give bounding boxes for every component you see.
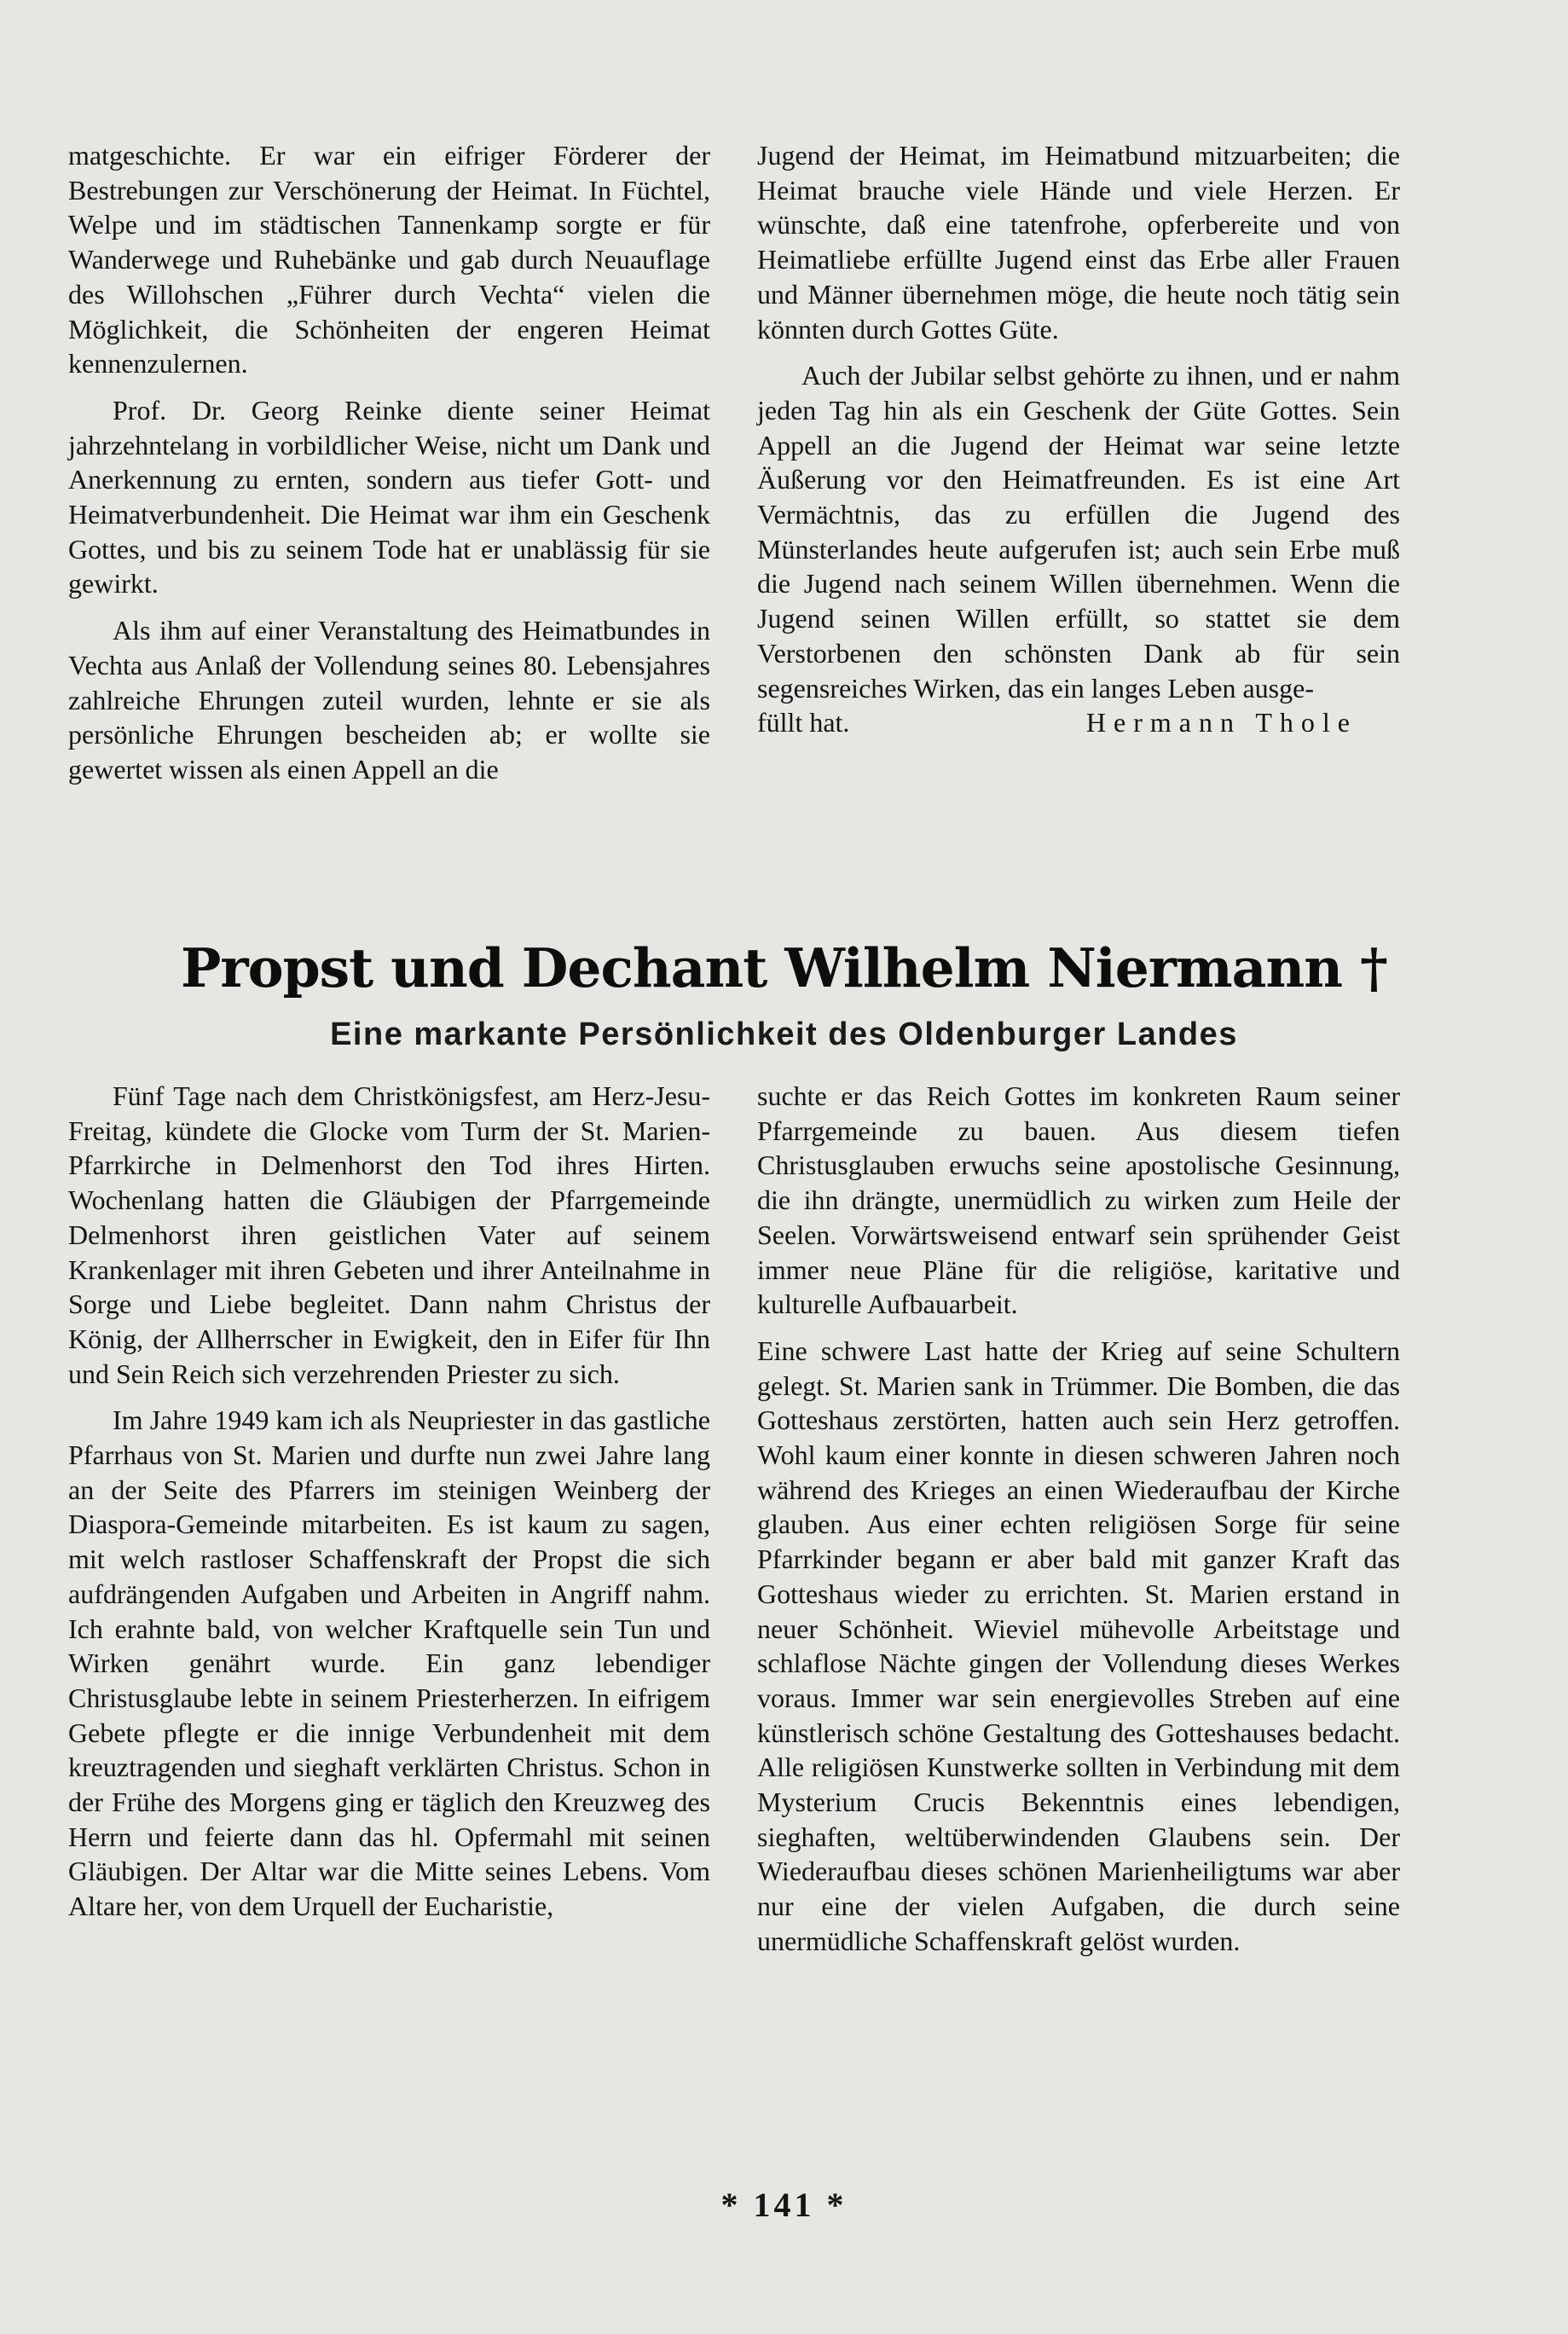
paragraph: Eine schwere Last hatte der Krieg auf seine Schultern gelegt. St. Marien sank in Trümmer. Die Bomben, die das Gotteshaus zerstörten, hatten auch sein Herz getroffen. Wohl kaum einer konnte in diesen schweren Jahren noch während des Krieges an einen Wiederaufbau der Kirche glauben. Aus einer echten religiösen Sorge für seine Pfarrkinder begann er aber bald mit ganzer Kraft das Gotteshaus wieder zu errichten. St. Marien erstand in neuer Schönheit. Wieviel mühevolle Arbeitstage und schlaflose Nächte gingen der Vollendung dieses Werkes voraus. Immer war sein energievolles Streben auf eine künstlerisch schöne Gestaltung des Gotteshauses bedacht. Alle religiösen Kunstwerke sollten in Verbindung mit dem Mysterium Crucis Bekenntnis eines lebendigen, sieghaften, weltüberwindenden Glaubens sein. Der Wiederaufbau dieses schönen Marienheiligtums war aber nur eine der vielen Aufgaben, die durch seine unermüdliche Schaffenskraft gelöst wurden. (757, 1335, 1400, 1956)
previous-article-right-column (757, 138, 1400, 740)
paragraph: suchte er das Reich Gottes im konkreten Raum seiner Pfarrgemeinde zu bauen. Aus diesem tiefen Christusglauben erwuchs seine apostolische Gesinnung, die ihn drängte, unermüdlich zu wirken zum Heile der Seelen. Vorwärtsweisend entwarf sein sprühender Geist immer neue Pläne für die religiöse, karitative und kulturelle Aufbauarbeit. (757, 1080, 1400, 1320)
paragraph: matgeschichte. Er war ein eifriger Förderer der Bestrebungen zur Verschönerung der Heimat. In Füchtel, Welpe und im städtischen Tannenkamp sorgte er für Wanderwege und Ruhebänke und gab durch Neuauflage des Willohschen „Führer durch Vechta“ vielen die Möglichkeit, die Schönheiten der engeren Heimat kennenzulernen. (68, 140, 710, 379)
paragraph: Jugend der Heimat, im Heimatbund mitzuarbeiten; die Heimat brauche viele Hände und viele Herzen. Er wünschte, daß eine tatenfrohe, opferbereite und von Heimatliebe erfüllte Jugend einst das Erbe aller Frauen und Männer übernehmen möge, die heute noch tätig sein könnten durch Gottes Güte. (757, 140, 1400, 345)
paragraph: Prof. Dr. Georg Reinke diente seiner Heimat jahrzehntelang in vorbildlicher Weise, nicht um Dank und Anerkennung zu ernten, sondern aus tiefer Gott- und Heimatverbundenheit. Die Heimat war ihm ein Geschenk Gottes, und bis zu seinem Tode hat er unablässig für sie gewirkt. (68, 394, 710, 599)
article-subtitle: Eine markante Persönlichkeit des Oldenburger Landes (330, 1016, 1238, 1052)
author-signature: Hermann Thole (1085, 707, 1357, 738)
paragraph: Fünf Tage nach dem Christkönigsfest, am Herz-Jesu-Freitag, kündete die Glocke vom Turm der St. Marien-Pfarrkirche in Delmenhorst den Tod ihres Hirten. Wochenlang hatten die Gläubigen der Pfarrgemeinde Delmenhorst ihren geistlichen Vater auf seinem Krankenlager mit ihren Gebeten und ihrer Anteilnahme in Sorge und Liebe begleitet. Dann nahm Christus der König, der Allherrscher in Ewigkeit, den in Eifer für Ihn und Sein Reich sich verzehrenden Priester zu sich. (68, 1080, 710, 1389)
paragraph: Als ihm auf einer Veranstaltung des Heimatbundes in Vechta aus Anlaß der Vollendung seines 80. Lebensjahres zahlreiche Ehrungen zuteil wurden, lehnte er sie als persönliche Ehrungen bescheiden ab; er wollte sie gewertet wissen als einen Appell an die (68, 615, 710, 785)
paragraph: Im Jahre 1949 kam ich als Neupriester in das gastliche Pfarrhaus von St. Marien und durfte nun zwei Jahre lang an der Seite des Pfarrers im steinigen Weinberg der Diaspora-Gemeinde mitarbeiten. Es ist kaum zu sagen, mit welch rastloser Schaffenskraft der Propst die sich aufdrängenden Aufgaben und Arbeiten in Angriff nahm. Ich erahnte bald, von welcher Kraftquelle sein Tun und Wirken genährt wurde. Ein ganz lebendiger Christusglaube lebte in seinem Priesterherzen. In eifrigem Gebete pflegte er die innige Verbundenheit mit dem kreuztragenden und sieghaft verklärten Christus. Schon in der Frühe des Morgens ging er täglich den Kreuzweg des Herrn und feierte dann das hl. Opfermahl mit seinen Gläubigen. Der Altar war die Mitte seines Lebens. Vom Altare her, von dem Urquell der Eucharistie, (68, 1404, 710, 1922)
closing-line (757, 705, 1400, 740)
page-number: * 141 * (720, 2186, 848, 2224)
closing-text: füllt hat. (757, 707, 850, 738)
previous-article-left-column (68, 138, 710, 787)
article-right-column (757, 1079, 1400, 1959)
paragraph: Auch der Jubilar selbst gehörte zu ihnen, und er nahm jeden Tag hin als ein Geschenk der Güte Gottes. Sein Appell an die Jugend der Heimat war seine letzte Äußerung vor den Heimatfreunden. Es ist eine Art Vermächtnis, das zu erfüllen die Jugend des Münsterlandes heute aufgerufen ist; auch sein Erbe muß die Jugend nach seinem Willen übernehmen. Wenn die Jugend seinen Willen erfüllt, so stattet sie dem Verstorbenen den schönsten Dank ab für sein segensreiches Wirken, das ein langes Leben ausge- (757, 360, 1400, 704)
article-left-column (68, 1079, 710, 1924)
article-headline: Propst und Dechant Wilhelm Niermann † (181, 936, 1387, 999)
